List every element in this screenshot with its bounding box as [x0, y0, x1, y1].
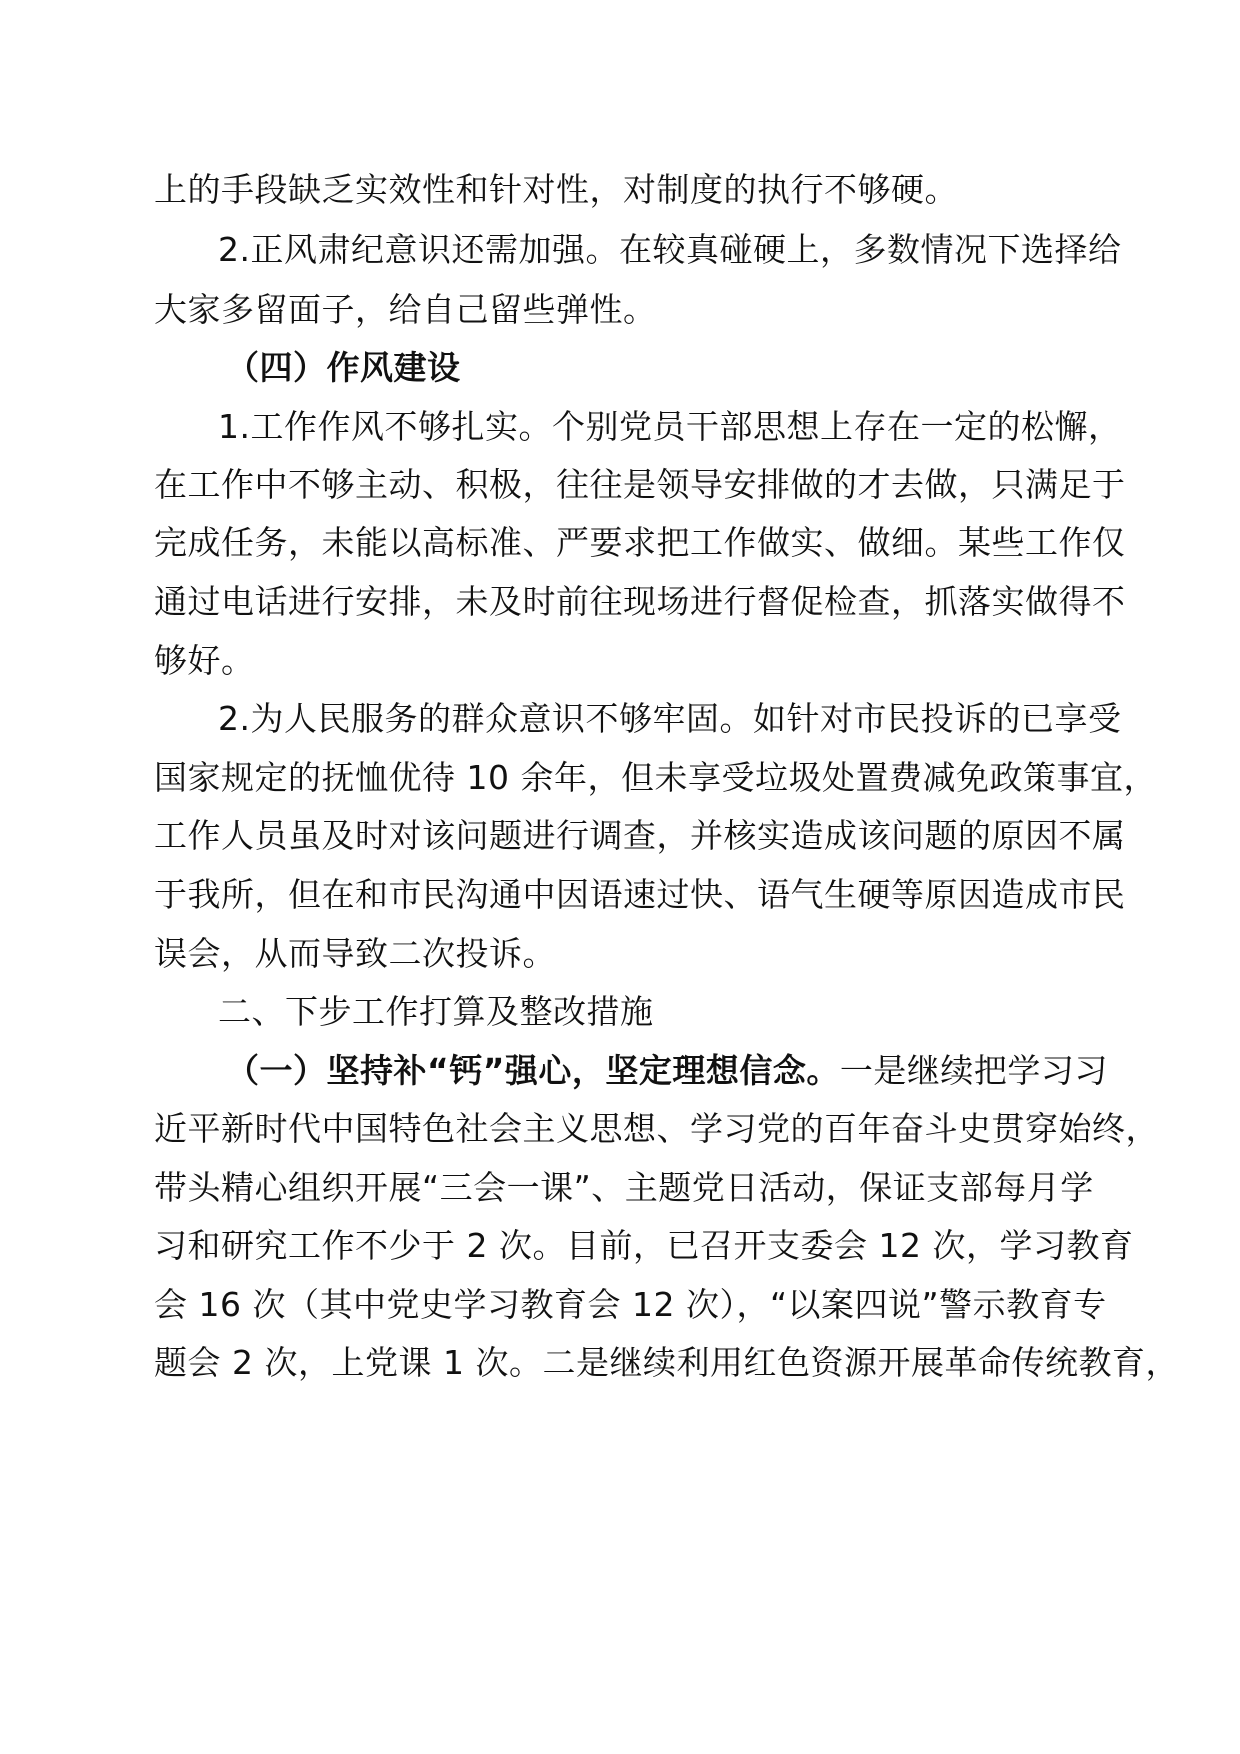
paragraph-line: 够好。: [154, 641, 255, 680]
paragraph-line: 于我所，但在和市民沟通中因语速过快、语气生硬等原因造成市民: [154, 875, 1126, 914]
paragraph-line: 误会，从而导致二次投诉。: [154, 934, 556, 973]
paragraph-line: 在工作中不够主动、积极，往往是领导安排做的才去做，只满足于: [154, 465, 1126, 504]
paragraph-line: 带头精心组织开展“三会一课”、主题党日活动，保证支部每月学: [154, 1168, 1094, 1207]
paragraph-line: 会 16 次（其中党史学习教育会 12 次），“以案四说”警示教育专: [154, 1285, 1107, 1324]
paragraph-text: 一是继续把学习习: [839, 1051, 1108, 1090]
subsection-heading: （一）坚持补“钙”强心，坚定理想信念。: [226, 1051, 840, 1090]
paragraph-line: 大家多留面子，给自己留些弹性。: [154, 290, 657, 329]
section-heading: （四）作风建设: [226, 348, 461, 387]
chapter-heading: 二、下步工作打算及整改措施: [218, 992, 654, 1031]
paragraph-line: 完成任务，未能以高标准、严要求把工作做实、做细。某些工作仅: [154, 523, 1126, 562]
paragraph-line: 近平新时代中国特色社会主义思想、学习党的百年奋斗史贯穿始终，: [154, 1109, 1159, 1148]
paragraph-line: 工作人员虽及时对该问题进行调查，并核实造成该问题的原因不属: [154, 816, 1126, 855]
paragraph-line: 题会 2 次，上党课 1 次。二是继续利用红色资源开展革命传统教育，: [154, 1343, 1179, 1382]
paragraph-line: 1.工作作风不够扎实。个别党员干部思想上存在一定的松懈，: [218, 407, 1122, 446]
paragraph-line: 2.正风肃纪意识还需加强。在较真碰硬上，多数情况下选择给: [218, 230, 1122, 269]
paragraph-line: 2.为人民服务的群众意识不够牢固。如针对市民投诉的已享受: [218, 699, 1122, 738]
paragraph-line: 国家规定的抚恤优待 10 余年，但未享受垃圾处置费减免政策事宜，: [154, 758, 1157, 797]
paragraph-line: 通过电话进行安排，未及时前往现场进行督促检查，抓落实做得不: [154, 582, 1126, 621]
paragraph-line: 习和研究工作不少于 2 次。目前，已召开支委会 12 次，学习教育: [154, 1226, 1134, 1265]
paragraph-line: [226, 1049, 1166, 1093]
paragraph-line: 上的手段缺乏实效性和针对性，对制度的执行不够硬。: [154, 170, 958, 209]
